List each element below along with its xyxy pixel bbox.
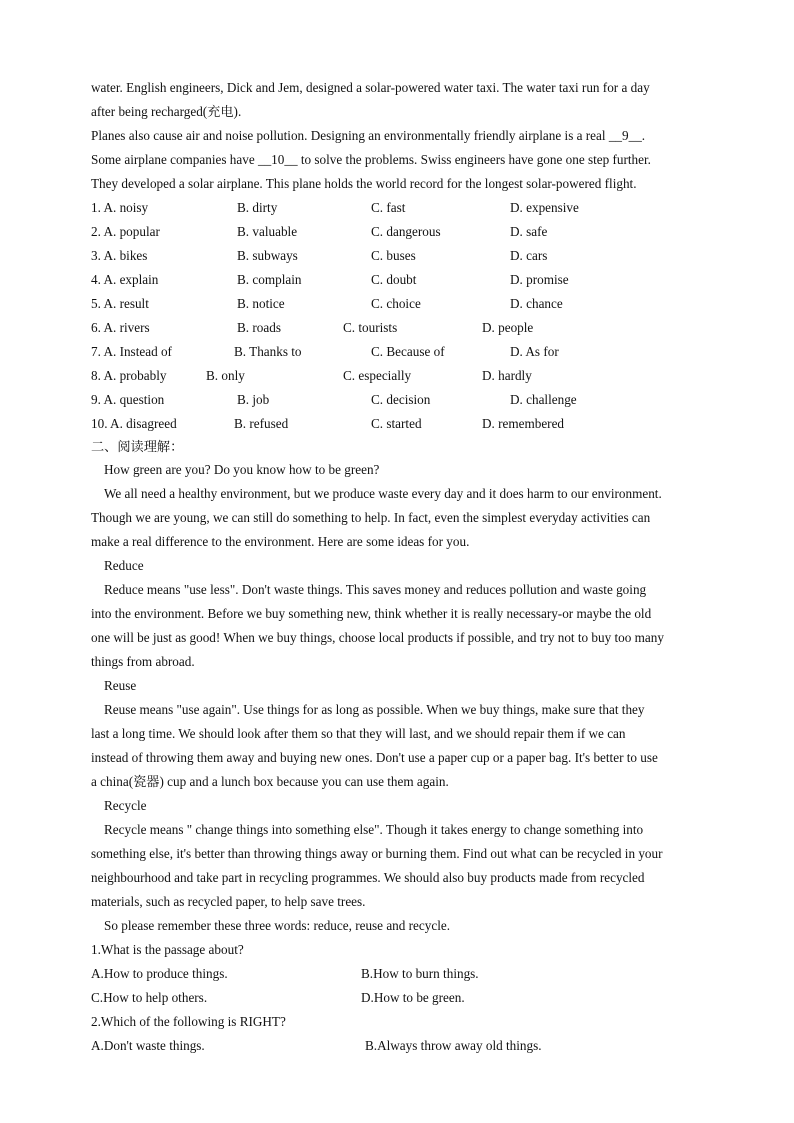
option-d: D. remembered xyxy=(482,416,565,431)
option-a: 2. A. popular xyxy=(91,224,160,239)
option-row-5 xyxy=(91,292,703,316)
option-b: B. complain xyxy=(237,272,302,287)
option-row-9 xyxy=(91,388,703,412)
option-row-7 xyxy=(91,340,703,364)
answer-c: C.How to help others. xyxy=(91,990,208,1005)
question-stem: 1.What is the passage about? xyxy=(91,942,244,957)
option-c: C. doubt xyxy=(371,272,417,287)
passage-line: materials, such as recycled paper, to help save trees. xyxy=(91,894,366,909)
document-page xyxy=(91,76,703,1058)
option-c: C. tourists xyxy=(343,320,398,335)
option-d: D. cars xyxy=(510,248,548,263)
answer-a: A.How to produce things. xyxy=(91,966,228,981)
passage-line: instead of throwing them away and buying new ones. Don't use a paper cup or a paper bag. It's better to use xyxy=(91,750,658,765)
passage-line: one will be just as good! When we buy things, choose local products if possible, and try not to buy too many xyxy=(91,630,664,645)
option-a: 7. A. Instead of xyxy=(91,344,172,359)
option-row-3 xyxy=(91,244,703,268)
option-b: B. refused xyxy=(234,416,289,431)
option-d: D. expensive xyxy=(510,200,579,215)
passage-line: things from abroad. xyxy=(91,654,195,669)
option-c: C. especially xyxy=(343,368,412,383)
option-d: D. safe xyxy=(510,224,548,239)
subheading-reuse: Reuse xyxy=(104,678,137,693)
option-a: 10. A. disagreed xyxy=(91,416,177,431)
option-row-1 xyxy=(91,196,703,220)
option-b: B. subways xyxy=(237,248,298,263)
option-d: D. promise xyxy=(510,272,569,287)
passage-line: Though we are young, we can still do something to help. In fact, even the simplest everyday activities can xyxy=(91,510,651,525)
option-b: B. Thanks to xyxy=(234,344,302,359)
questions xyxy=(91,938,703,1058)
option-a: 3. A. bikes xyxy=(91,248,148,263)
subheading-reduce: Reduce xyxy=(104,558,144,573)
passage-line: Reduce means "use less". Don't waste things. This saves money and reduces pollution and waste going xyxy=(104,582,647,597)
closing-line: So please remember these three words: reduce, reuse and recycle. xyxy=(104,918,451,933)
option-a: 6. A. rivers xyxy=(91,320,150,335)
option-d: D. As for xyxy=(510,344,559,359)
option-d: D. hardly xyxy=(482,368,532,383)
option-a: 1. A. noisy xyxy=(91,200,149,215)
option-c: C. fast xyxy=(371,200,406,215)
answer-b: B.Always throw away old things. xyxy=(365,1038,542,1053)
option-row-10 xyxy=(91,412,703,436)
option-c: C. dangerous xyxy=(371,224,441,239)
answer-row xyxy=(91,962,703,986)
answer-d: D.How to be green. xyxy=(361,990,465,1005)
option-d: D. people xyxy=(482,320,534,335)
option-a: 9. A. question xyxy=(91,392,165,407)
subheading-recycle: Recycle xyxy=(104,798,147,813)
cloze-options xyxy=(91,196,703,436)
cloze-line: after being recharged(充电). xyxy=(91,104,242,119)
option-b: B. valuable xyxy=(237,224,298,239)
passage-line: Recycle means " change things into something else". Though it takes energy to change something into xyxy=(104,822,644,837)
option-d: D. chance xyxy=(510,296,563,311)
intro-question: How green are you? Do you know how to be green? xyxy=(104,462,380,477)
section-heading: 二、阅读理解： xyxy=(91,439,184,454)
option-b: B. dirty xyxy=(237,200,278,215)
cloze-line: They developed a solar airplane. This plane holds the world record for the longest solar-powered flight. xyxy=(91,176,637,191)
reading-passage xyxy=(91,458,703,938)
option-b: B. notice xyxy=(237,296,285,311)
option-c: C. buses xyxy=(371,248,416,263)
answer-a: A.Don't waste things. xyxy=(91,1038,205,1053)
option-row-2 xyxy=(91,220,703,244)
option-row-4 xyxy=(91,268,703,292)
option-c: C. decision xyxy=(371,392,431,407)
option-row-8 xyxy=(91,364,703,388)
option-a: 5. A. result xyxy=(91,296,149,311)
option-b: B. roads xyxy=(237,320,281,335)
cloze-line: Some airplane companies have __10__ to solve the problems. Swiss engineers have gone one step further. xyxy=(91,152,651,167)
cloze-line: water. English engineers, Dick and Jem, designed a solar-powered water taxi. The water taxi run for a day xyxy=(91,80,650,95)
passage-line: last a long time. We should look after them so that they will last, and we should repair them if we can xyxy=(91,726,626,741)
option-c: C. choice xyxy=(371,296,421,311)
passage-line: into the environment. Before we buy something new, think whether it is really necessary-or maybe the old xyxy=(91,606,652,621)
option-c: C. started xyxy=(371,416,422,431)
passage-line: something else, it's better than throwing things away or burning them. Find out what can be recycled in your xyxy=(91,846,663,861)
cloze-line: Planes also cause air and noise pollution. Designing an environmentally friendly airplane is a real __9__. xyxy=(91,128,646,143)
answer-row xyxy=(91,1034,703,1058)
passage-line: neighbourhood and take part in recycling programmes. We should also buy products made from recycled xyxy=(91,870,645,885)
passage-line: We all need a healthy environment, but we produce waste every day and it does harm to our environment. xyxy=(104,486,662,501)
cloze-passage xyxy=(91,76,703,196)
option-b: B. job xyxy=(237,392,270,407)
answer-b: B.How to burn things. xyxy=(361,966,479,981)
passage-line: a china(瓷器) cup and a lunch box because you can use them again. xyxy=(91,774,449,789)
passage-line: make a real difference to the environment. Here are some ideas for you. xyxy=(91,534,470,549)
option-a: 8. A. probably xyxy=(91,368,167,383)
option-b: B. only xyxy=(206,368,245,383)
question-stem: 2.Which of the following is RIGHT? xyxy=(91,1014,286,1029)
answer-row xyxy=(91,986,703,1010)
option-c: C. Because of xyxy=(371,344,445,359)
passage-line: Reuse means "use again". Use things for as long as possible. When we buy things, make sure that they xyxy=(104,702,645,717)
option-a: 4. A. explain xyxy=(91,272,159,287)
option-row-6 xyxy=(91,316,703,340)
option-d: D. challenge xyxy=(510,392,577,407)
